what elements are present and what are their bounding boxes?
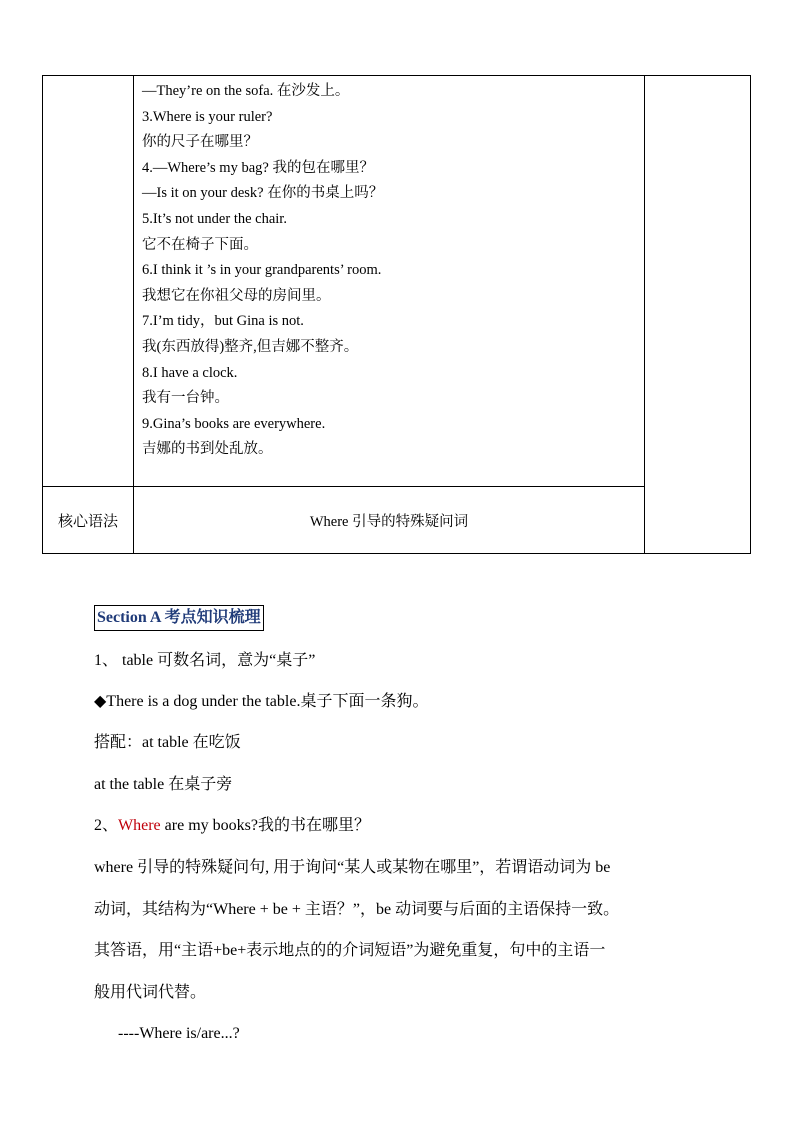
answer-pattern: ----Where is/are...? [118,1025,240,1042]
sentence-line: —Is it on your desk? 在你的书桌上吗？ [142,185,384,202]
sentence-line: 8.I have a clock. [142,364,238,381]
explanation-line-4: 般用代词代替。 [94,984,207,1001]
sentence-line: 我想它在你祖父母的房间里。 [142,287,331,304]
sentence-line: —They’re on the sofa. 在沙发上。 [142,83,350,99]
sentence-line: 你的尺子在哪里？ [142,134,258,151]
table-right-border [750,75,751,554]
sentence-line: 我(东西放得)整齐,但吉娜不整齐。 [142,338,359,355]
sentence-line: 它不在椅子下面。 [142,236,258,253]
item-2-text: are my books?我的书在哪里？ [160,817,370,834]
sentence-line: 6.I think it ’s in your grandparents’ room. [142,262,382,279]
sentence-line: 我有一台钟。 [142,390,229,407]
sentence-line: 吉娜的书到处乱放。 [142,441,273,458]
table-col-divider-2 [644,75,645,554]
section-title: Section A 考点知识梳理 [94,605,264,631]
explanation-line-1: where 引导的特殊疑问句, 用于询问“某人或某物在哪里”，若谓语动词为 be [94,859,611,876]
item-1: 1、 table 可数名词，意为“桌子” [94,652,316,669]
explanation-line-2: 动词，其结构为“Where + be + 主语？”，be 动词要与后面的主语保持一致。 [94,901,620,918]
core-grammar-value: Where 引导的特殊疑问词 [309,514,469,530]
collocation-2: at the table 在桌子旁 [94,776,233,793]
sentence-list [142,79,632,463]
sentence-line: 4.—Where’s my bag? 我的包在哪里？ [142,159,374,176]
sentence-line: 7.I’m tidy，but Gina is not. [142,313,304,330]
item-2-highlight: Where [118,817,161,834]
table-col-divider-1 [133,75,134,554]
item-2-number: 2、 [94,817,119,834]
explanation-line-3: 其答语，用“主语+be+表示地点的的介词短语”为避免重复，句中的主语一 [94,942,606,959]
item-2 [94,814,370,838]
sentence-line: 5.It’s not under the chair. [142,210,287,227]
example-sentence: ◆There is a dog under the table.桌子下面一条狗。 [94,693,429,710]
sentence-line: 9.Gina’s books are everywhere. [142,415,326,432]
core-grammar-label: 核心语法 [57,514,118,530]
collocation-1: 搭配：at table 在吃饭 [94,734,241,751]
sentence-line: 3.Where is your ruler? [142,108,273,125]
table-left-border [42,75,43,554]
